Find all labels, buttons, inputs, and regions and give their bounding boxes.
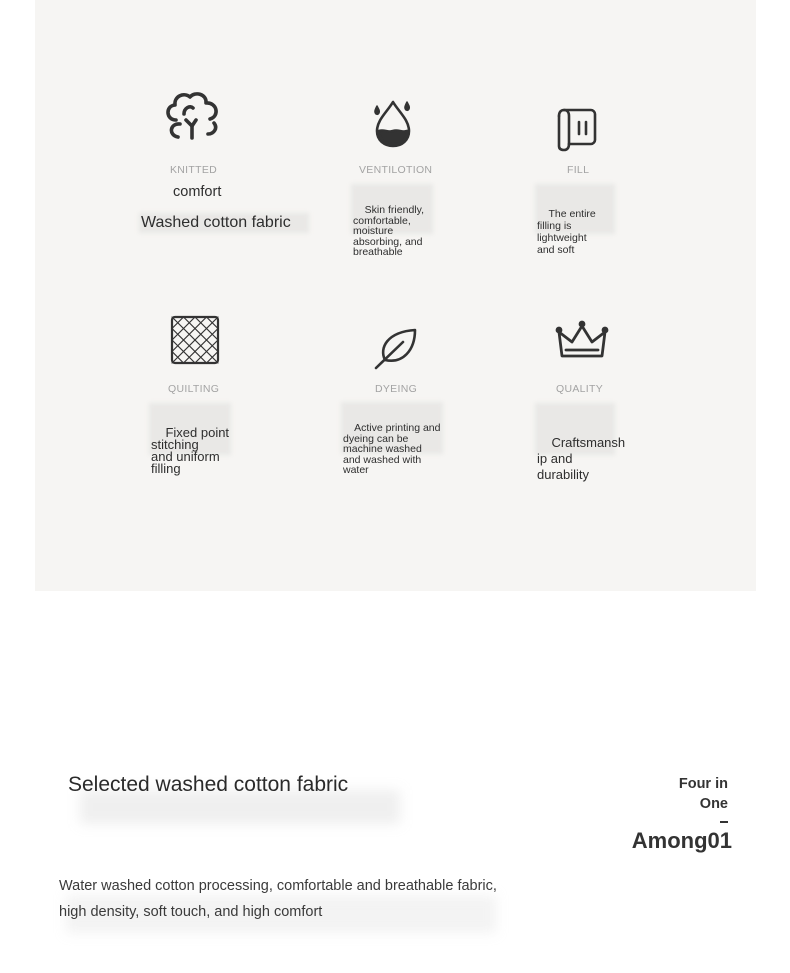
leaf-icon	[373, 326, 419, 370]
heading-knitted: KNITTED	[170, 164, 218, 176]
tag-line-1: Four in	[678, 776, 728, 792]
subtitle-text: comfort	[173, 184, 222, 200]
desc-knitted	[141, 215, 291, 231]
desc-quality	[537, 403, 626, 499]
desc-quilting	[151, 403, 229, 487]
subtitle-knitted	[173, 185, 221, 200]
cotton-icon	[162, 90, 222, 144]
heading-ventilotion: VENTILOTION	[359, 164, 433, 176]
heading-quilting: QUILTING	[168, 383, 220, 395]
section-title: Selected washed cotton fabric	[68, 773, 349, 796]
heading-dyeing: DYEING	[375, 383, 418, 395]
tag-code: Among01	[631, 828, 732, 853]
desc-text: The entire filling is lightweight and soft	[537, 208, 596, 256]
desc-ventilotion	[353, 184, 424, 268]
crown-icon	[556, 320, 608, 364]
quilt-grid-icon	[170, 315, 220, 365]
tag-line-2: One	[699, 796, 728, 812]
desc-dyeing	[343, 402, 440, 486]
desc-text: Skin friendly, comfortable, moisture absorbing, and breathable	[353, 204, 425, 258]
features-panel	[35, 0, 756, 591]
desc-text: Active printing and dyeing can be machine washed and washed with water	[343, 422, 441, 476]
section-tag	[679, 774, 728, 814]
scroll-icon	[555, 108, 597, 152]
desc-text: Washed cotton fabric	[141, 214, 291, 231]
desc-text: Craftsmansh ip and durability	[537, 435, 626, 482]
water-drop-icon	[370, 98, 414, 150]
heading-quality: QUALITY	[556, 383, 604, 395]
heading-fill: FILL	[567, 164, 590, 176]
desc-fill	[537, 184, 596, 268]
section-description: Water washed cotton processing, comfortable and breathable fabric, high density, soft touch, and high comfort	[59, 878, 497, 920]
desc-text: Fixed point stitching and uniform filling	[151, 425, 230, 476]
tag-dash	[720, 821, 728, 823]
